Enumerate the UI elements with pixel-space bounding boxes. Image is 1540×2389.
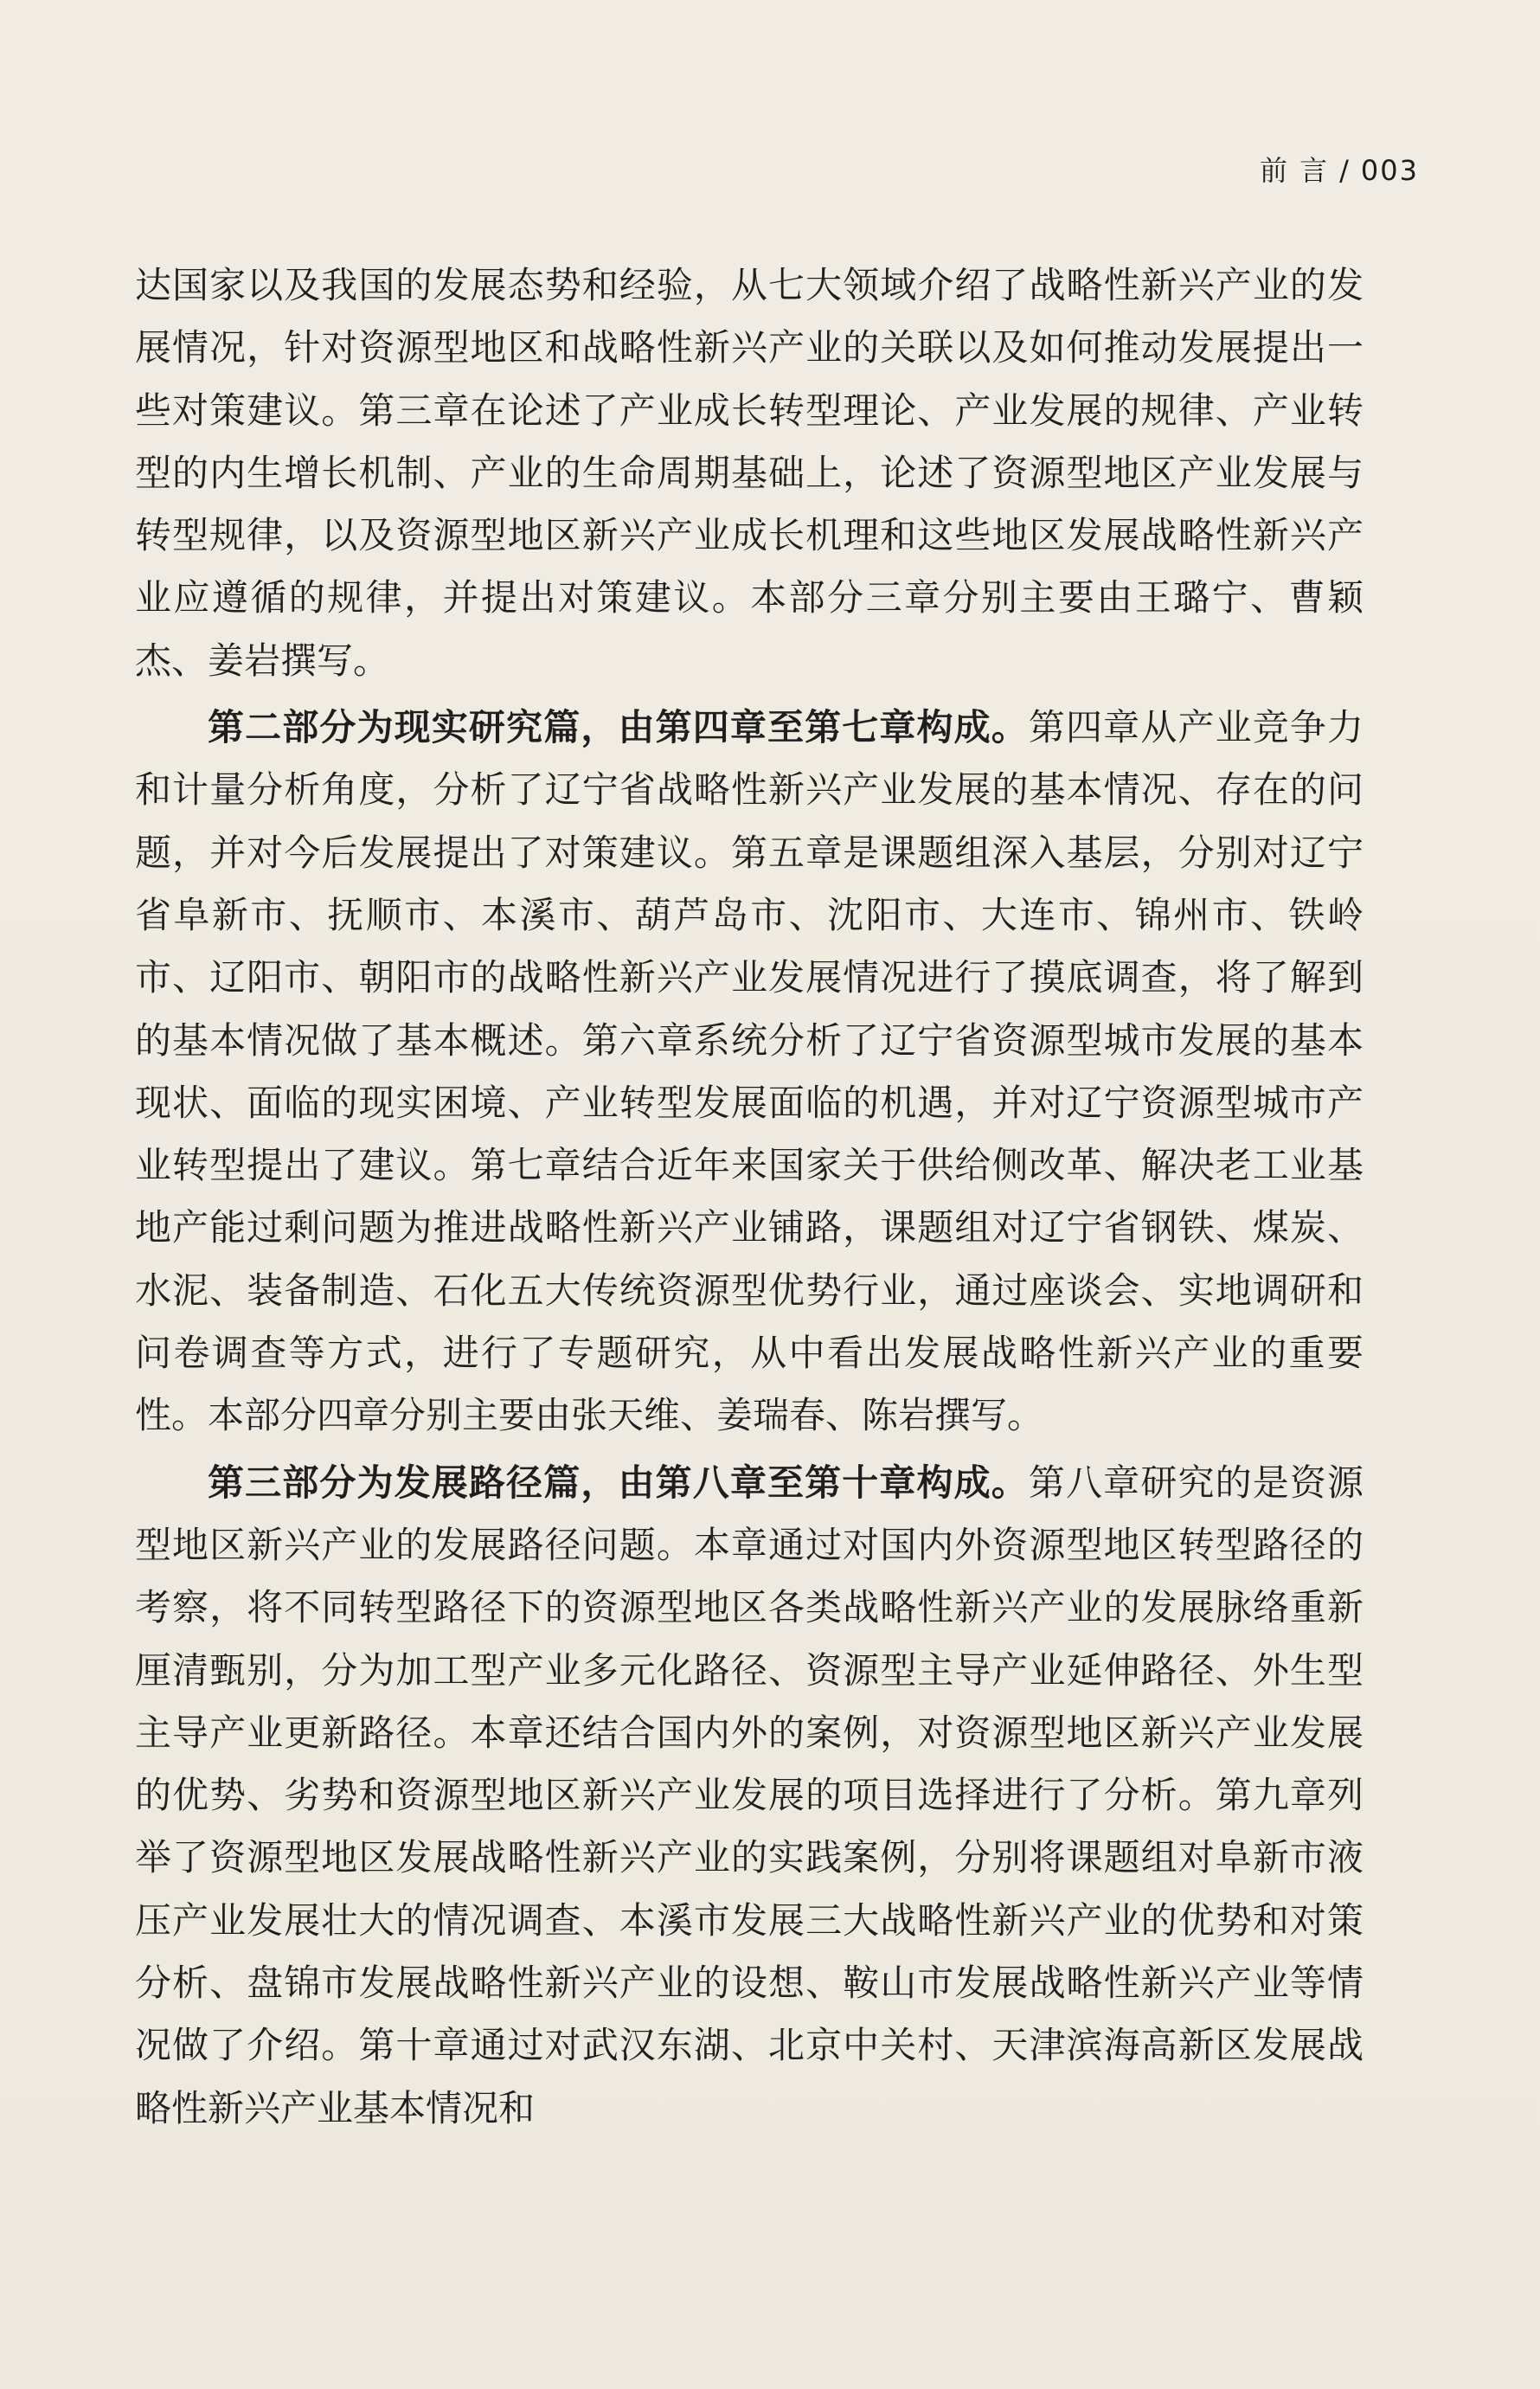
paragraph-2 xyxy=(135,697,1364,1448)
running-head xyxy=(1260,149,1419,189)
paragraph-3-lead: 第三部分为发展路径篇，由第八章至第十章构成。 xyxy=(208,1461,1029,1504)
running-head-separator: / xyxy=(1339,154,1351,187)
paragraph-3 xyxy=(135,1452,1364,2140)
paragraph-2-body: 第四章从产业竞争力和计量分析角度，分析了辽宁省战略性新兴产业发展的基本情况、存在的问题，并对今后发展提出了对策建议。第五章是课题组深入基层，分别对辽宁省阜新市、抚顺市、本溪市、葫芦岛市、沈阳市、大连市、锦州市、铁岭市、辽阳市、朝阳市的战略性新兴产业发展情况进行了摸底调查，将了解到的基本情况做了基本概述。第六章系统分析了辽宁省资源型城市发展的基本现状、面临的现实困境、产业转型发展面临的机遇，并对辽宁资源型城市产业转型提出了建议。第七章结合近年来国家关于供给侧改革、解决老工业基地产能过剩问题为推进战略性新兴产业铺路，课题组对辽宁省钢铁、煤炭、水泥、装备制造、石化五大传统资源型优势行业，通过座谈会、实地调研和问卷调查等方式，进行了专题研究，从中看出发展战略性新兴产业的重要性。本部分四章分别主要由张天维、姜瑞春、陈岩撰写。 xyxy=(135,706,1364,1437)
body-text xyxy=(135,254,1364,2140)
paragraph-1: 达国家以及我国的发展态势和经验，从七大领域介绍了战略性新兴产业的发展情况，针对资源型地区和战略性新兴产业的关联以及如何推动发展提出一些对策建议。第三章在论述了产业成长转型理论、产业发展的规律、产业转型的内生增长机制、产业的生命周期基础上，论述了资源型地区产业发展与转型规律，以及资源型地区新兴产业成长机理和这些地区发展战略性新兴产业应遵循的规律，并提出对策建议。本部分三章分别主要由王璐宁、曹颖杰、姜岩撰写。 xyxy=(135,264,1364,682)
page-number: 003 xyxy=(1360,154,1419,187)
paragraph-3-body: 第八章研究的是资源型地区新兴产业的发展路径问题。本章通过对国内外资源型地区转型路径的考察，将不同转型路径下的资源型地区各类战略性新兴产业的发展脉络重新厘清甄别，分为加工型产业多元化路径、资源型主导产业延伸路径、外生型主导产业更新路径。本章还结合国内外的案例，对资源型地区新兴产业发展的优势、劣势和资源型地区新兴产业发展的项目选择进行了分析。第九章列举了资源型地区发展战略性新兴产业的实践案例，分别将课题组对阜新市液压产业发展壮大的情况调查、本溪市发展三大战略性新兴产业的优势和对策分析、盘锦市发展战略性新兴产业的设想、鞍山市发展战略性新兴产业等情况做了介绍。第十章通过对武汉东湖、北京中关村、天津滨海高新区发展战略性新兴产业基本情况和 xyxy=(135,1461,1364,2129)
running-head-section: 前 言 xyxy=(1259,154,1330,187)
paragraph-2-lead: 第二部分为现实研究篇，由第四章至第七章构成。 xyxy=(208,706,1029,749)
